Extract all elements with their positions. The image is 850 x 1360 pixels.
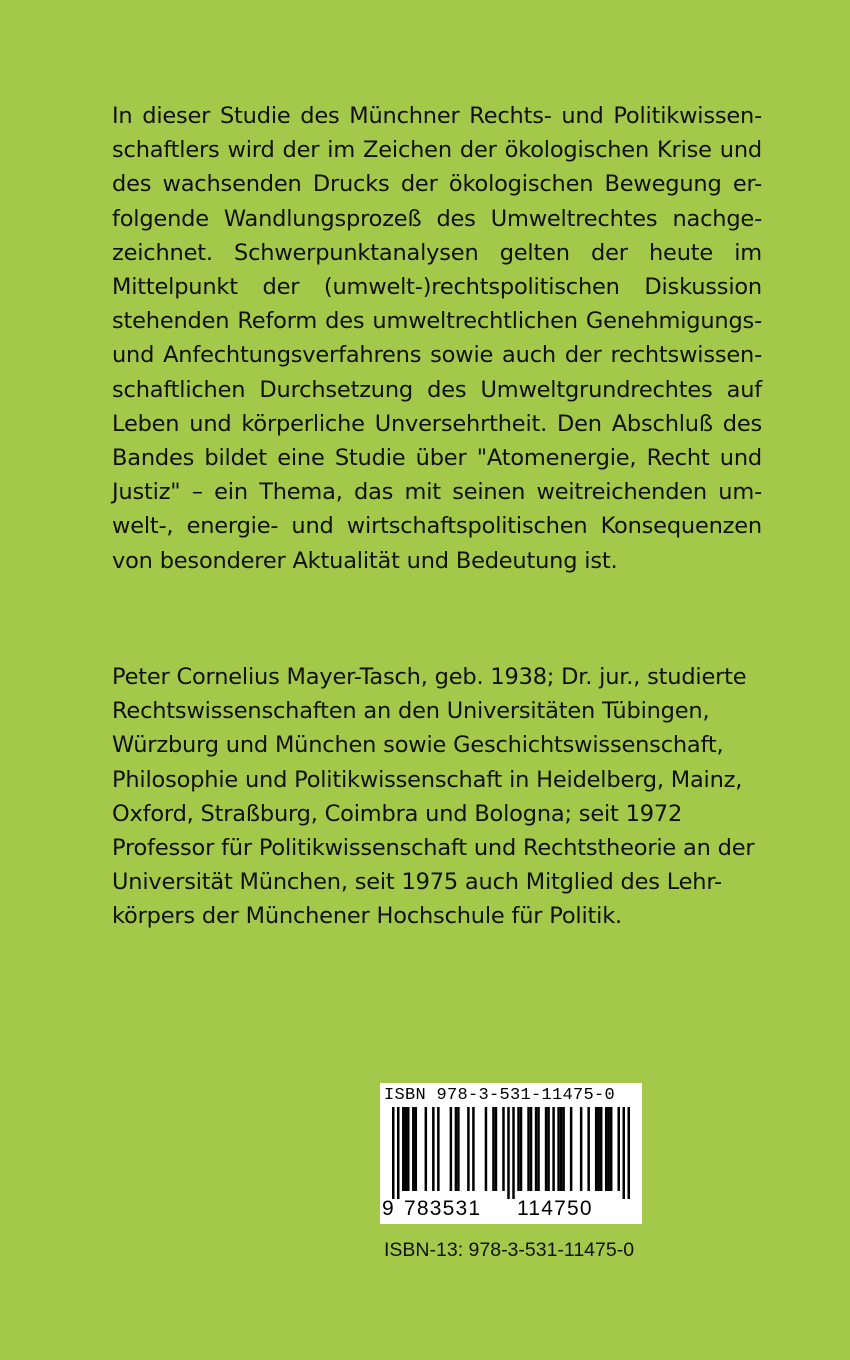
blurb-line: Mittelpunkt der (umwelt-)rechtspolitischen Diskussion <box>112 274 762 301</box>
author-bio-paragraph <box>112 660 762 934</box>
barcode-bar <box>562 1107 565 1191</box>
ean-left-digits: 783531 <box>404 1197 482 1220</box>
ean-first-digit: 9 <box>382 1197 394 1220</box>
barcode-bar <box>527 1107 530 1191</box>
barcode-bar <box>485 1107 488 1191</box>
blurb-line: Leben und körperliche Unversehrtheit. Den Abschluß des <box>112 410 762 437</box>
bio-line: Peter Cornelius Mayer-Tasch, geb. 1938; Dr. jur., studierte <box>112 664 747 690</box>
barcode-bar <box>425 1107 428 1191</box>
barcode-bar <box>415 1107 418 1191</box>
barcode-guard-bar <box>512 1107 515 1199</box>
barcode-bar <box>437 1107 440 1191</box>
isbn-barcode-label <box>380 1083 642 1224</box>
bio-line: Universität München, seit 1975 auch Mitglied des Lehr- <box>112 869 722 896</box>
barcode-bar <box>472 1107 475 1191</box>
isbn13-label: ISBN-13: 978-3-531-11475-0 <box>384 1239 635 1261</box>
barcode-bar <box>580 1107 583 1191</box>
ean13-barcode <box>392 1107 630 1199</box>
barcode-bar <box>597 1107 600 1191</box>
bio-line: Oxford, Straßburg, Coimbra und Bologna; seit 1972 <box>112 800 683 827</box>
bio-line: Professor für Politikwissenschaft und Rechtstheorie an der <box>112 835 755 862</box>
barcode-bar <box>495 1107 498 1191</box>
barcode-guard-bar <box>397 1107 400 1199</box>
bio-line: Würzburg und München sowie Geschichtswissenschaft, <box>112 732 724 759</box>
barcode-bar <box>450 1107 453 1191</box>
blurb-line: des wachsenden Drucks der ökologischen Bewegung er- <box>112 171 762 198</box>
barcode-bar <box>600 1107 603 1191</box>
bio-line: Rechtswissenschaften an den Universitäten Tübingen, <box>112 698 710 725</box>
bio-line: Philosophie und Politikwissenschaft in Heidelberg, Mainz, <box>112 766 743 793</box>
barcode-guard-bar <box>627 1107 630 1199</box>
blurb-line: schaftlichen Durchsetzung des Umweltgrundrechtes auf <box>112 376 762 403</box>
barcode-bar <box>595 1107 598 1191</box>
blurb-line: und Anfechtungsverfahrens sowie auch der rechtswissen- <box>112 342 762 369</box>
barcode-bar <box>545 1107 548 1191</box>
barcode-bar <box>455 1107 458 1191</box>
barcode-bar <box>552 1107 555 1191</box>
barcode-bar <box>547 1107 550 1191</box>
bio-line: körpers der Münchener Hochschule für Politik. <box>112 903 622 930</box>
barcode-bar <box>407 1107 410 1191</box>
barcode-bar <box>457 1107 460 1191</box>
barcode-guard-bar <box>507 1107 510 1199</box>
barcode-bar <box>535 1107 538 1191</box>
blurb-line: schaftlers wird der im Zeichen der ökologischen Krise und <box>112 137 762 164</box>
ean-right-digits: 114750 <box>517 1197 593 1220</box>
barcode-bar <box>502 1107 505 1191</box>
barcode-bar <box>587 1107 590 1191</box>
isbn-barcode-caption: ISBN 978-3-531-11475-0 <box>384 1086 616 1105</box>
barcode-bar <box>537 1107 540 1191</box>
barcode-bar <box>610 1107 613 1191</box>
blurb-line: welt-, energie- und wirtschaftspolitischen Konsequenzen <box>112 513 762 540</box>
ean-digits <box>380 1196 642 1222</box>
barcode-bar <box>560 1107 563 1191</box>
blurb-line: zeichnet. Schwerpunktanalysen gelten der heute im <box>112 239 762 266</box>
barcode-bar <box>467 1107 470 1191</box>
barcode-bar <box>570 1107 573 1191</box>
barcode-bar <box>607 1107 610 1191</box>
blurb-line: von besonderer Aktualität und Bedeutung ist. <box>112 547 618 574</box>
barcode-guard-bar <box>392 1107 395 1199</box>
barcode-bar <box>520 1107 523 1191</box>
barcode-bar <box>605 1107 608 1191</box>
barcode-guard-bar <box>622 1107 625 1199</box>
barcode-bar <box>492 1107 495 1191</box>
blurb-line: In dieser Studie des Münchner Rechts- und Politikwissen- <box>112 103 762 129</box>
blurb-line: folgende Wandlungsprozeß des Umweltrechtes nachge- <box>112 205 762 232</box>
barcode-bar <box>432 1107 435 1191</box>
barcode-bar <box>405 1107 408 1191</box>
blurb-paragraph <box>112 99 762 578</box>
barcode-bar <box>402 1107 405 1191</box>
barcode-bar <box>617 1107 620 1191</box>
blurb-line: stehenden Reform des umweltrechtlichen Genehmigungs- <box>112 308 762 335</box>
barcode-bar <box>530 1107 533 1191</box>
barcode-bar <box>412 1107 415 1191</box>
blurb-line: Bandes bildet eine Studie über "Atomenergie, Recht und <box>112 445 762 472</box>
barcode-bar <box>557 1107 560 1191</box>
barcode-bar <box>517 1107 520 1191</box>
blurb-line: Justiz" – ein Thema, das mit seinen weitreichenden um- <box>112 479 762 506</box>
